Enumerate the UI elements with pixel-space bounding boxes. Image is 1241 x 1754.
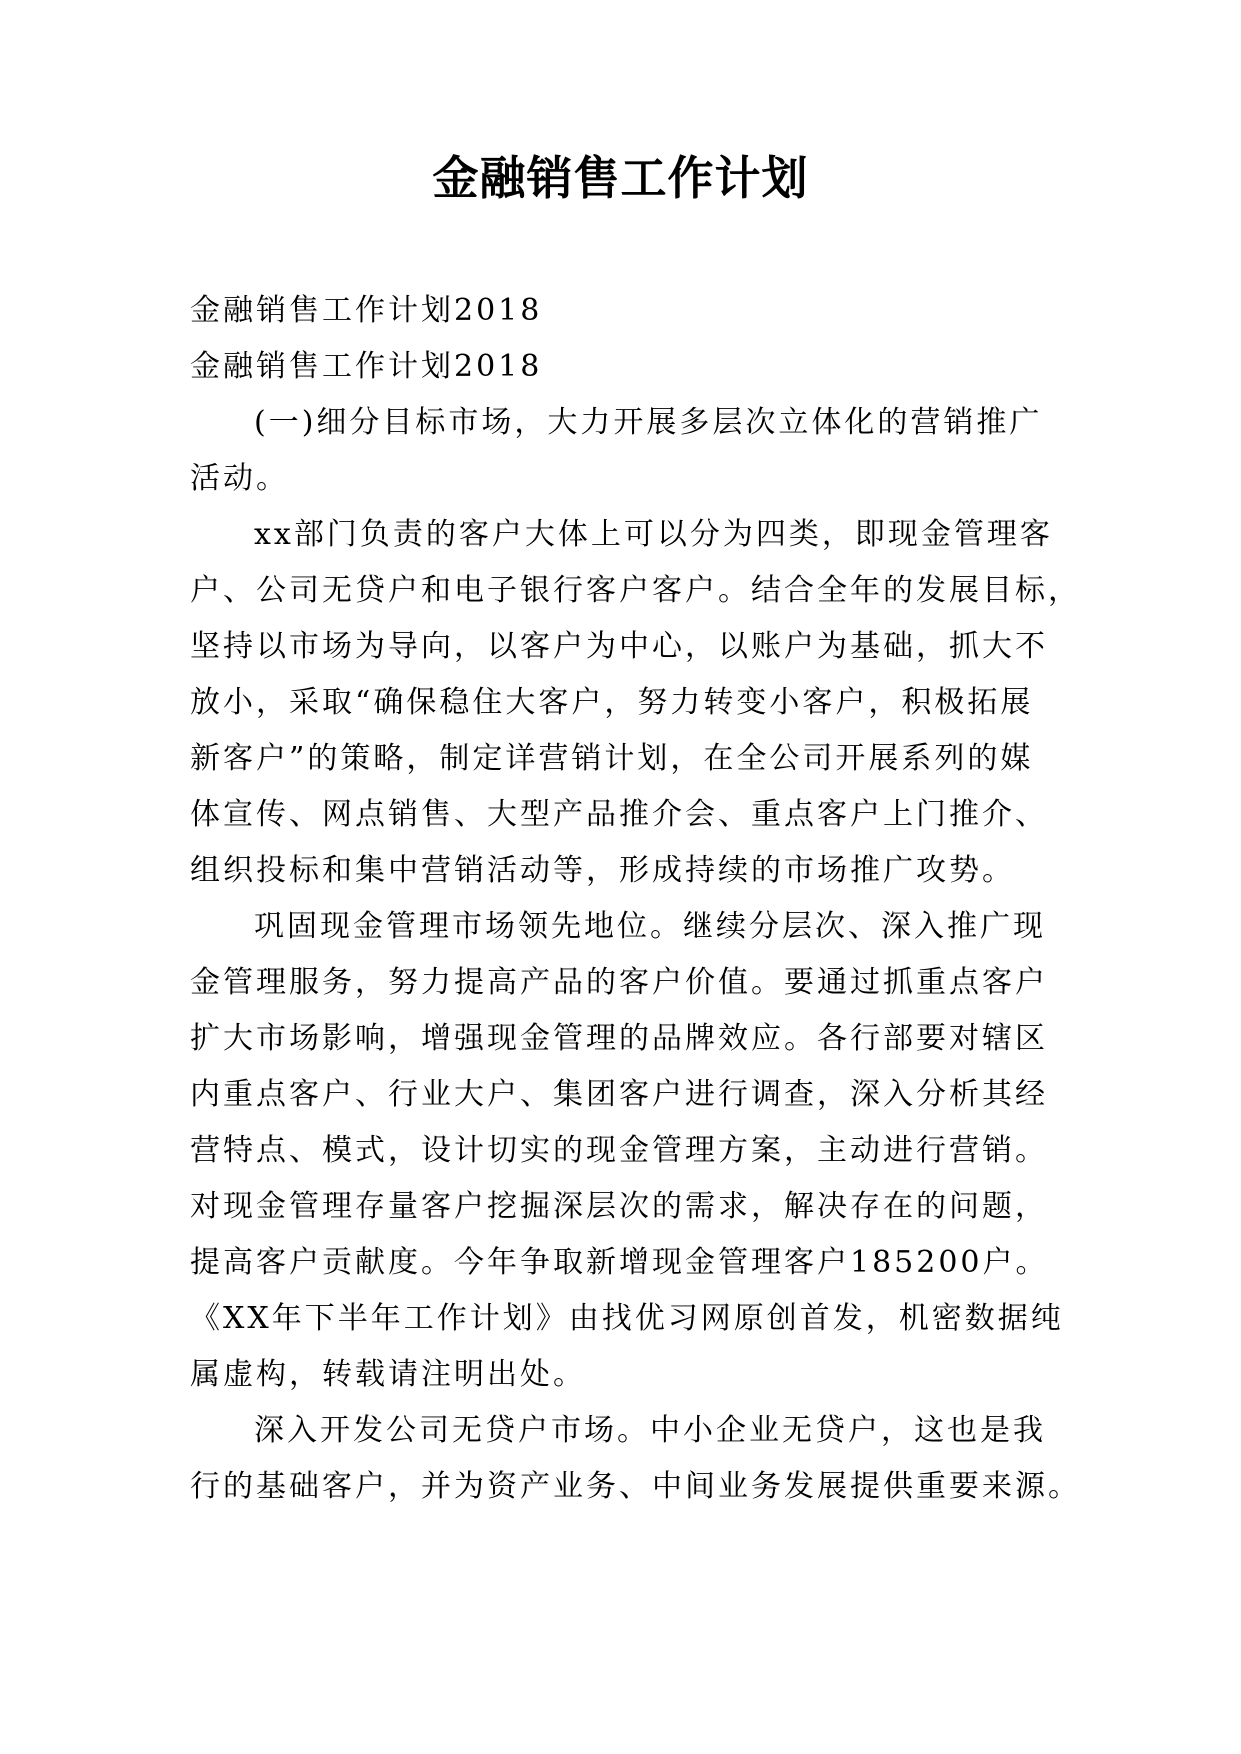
text-line: 深入开发公司无贷户市场。中小企业无贷户，这也是我 — [254, 1413, 1046, 1448]
text-line: 属虚构，转载请注明出处。 — [190, 1357, 586, 1392]
text-line: 户、公司无贷户和电子银行客户客户。结合全年的发展目标， — [190, 573, 1081, 608]
text-line: 放小，采取“确保稳住大客户，努力转变小客户，积极拓展 — [190, 685, 1034, 720]
text-line: (一)细分目标市场，大力开展多层次立体化的营销推广 — [254, 405, 1043, 440]
text-line: 金融销售工作计划2018 — [190, 293, 543, 328]
text-line: 行的基础客户，并为资产业务、中间业务发展提供重要来源。 — [190, 1469, 1081, 1504]
text-line: 金融销售工作计划2018 — [190, 349, 543, 384]
text-line: 坚持以市场为导向，以客户为中心，以账户为基础，抓大不 — [190, 629, 1048, 664]
text-line: 《XX年下半年工作计划》由找优习网原创首发，机密数据纯 — [190, 1301, 1064, 1336]
text-line: 体宣传、网点销售、大型产品推介会、重点客户上门推介、 — [190, 797, 1048, 832]
text-line: 内重点客户、行业大户、集团客户进行调查，深入分析其经 — [190, 1077, 1048, 1112]
text-line: 对现金管理存量客户挖掘深层次的需求，解决存在的问题， — [190, 1189, 1048, 1224]
text-line: 巩固现金管理市场领先地位。继续分层次、深入推广现 — [254, 909, 1046, 944]
text-line: 活动。 — [190, 461, 289, 496]
text-line: 营特点、模式，设计切实的现金管理方案，主动进行营销。 — [190, 1133, 1048, 1168]
text-line: 新客户”的策略，制定详营销计划，在全公司开展系列的媒 — [190, 741, 1034, 776]
text-line: 扩大市场影响，增强现金管理的品牌效应。各行部要对辖区 — [190, 1021, 1048, 1056]
text-line: 提高客户贡献度。今年争取新增现金管理客户185200户。 — [190, 1245, 1049, 1280]
text-line: 金管理服务，努力提高产品的客户价值。要通过抓重点客户 — [190, 965, 1048, 1000]
text-line: 组织投标和集中营销活动等，形成持续的市场推广攻势。 — [190, 853, 1015, 888]
document-title: 金融销售工作计划 — [432, 151, 809, 205]
text-line: xx部门负责的客户大体上可以分为四类，即现金管理客 — [254, 517, 1053, 552]
document-body — [190, 283, 1081, 1515]
